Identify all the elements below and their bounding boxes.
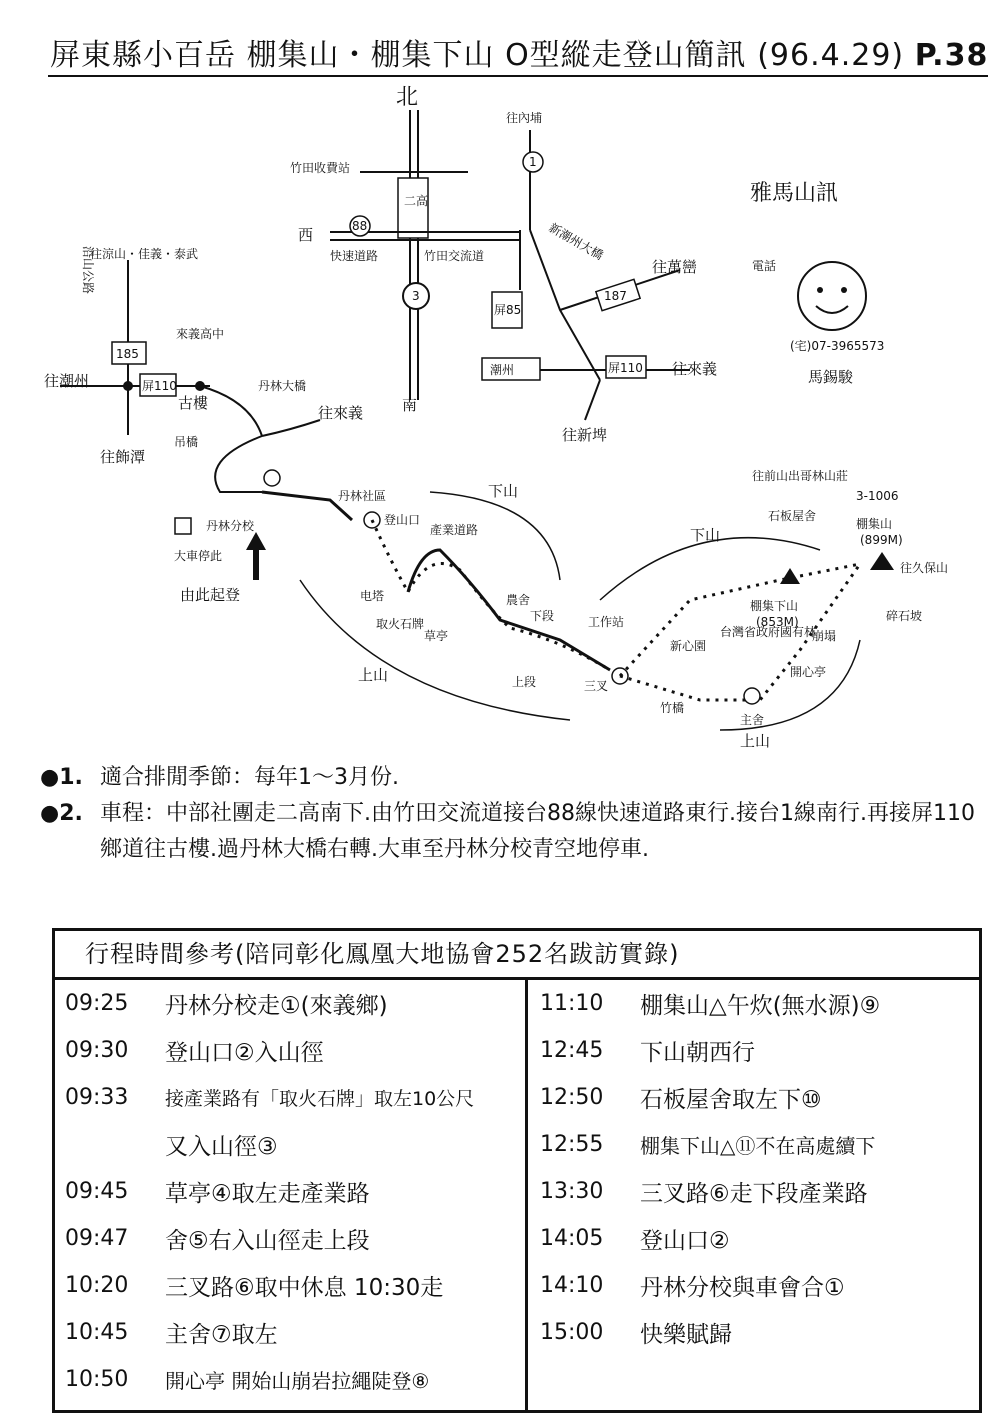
rocks-label: 碎石坡: [886, 609, 923, 623]
stamp-label: 電話: [752, 259, 777, 273]
row-time: 12:50: [540, 1085, 604, 1110]
laiyi-high-label: 來義高中: [176, 327, 225, 341]
page-title: [50, 30, 988, 74]
schedule-row: [65, 1168, 520, 1215]
row-time: 09:33: [65, 1085, 129, 1110]
lower-mountain-b-label: 下山: [690, 526, 721, 544]
interchange-label: 竹田交流道: [424, 249, 485, 263]
schedule-row: [65, 1215, 520, 1262]
stamp: [798, 262, 866, 330]
stone-house-label: 石板屋舍: [768, 509, 817, 523]
note-season: [40, 760, 990, 796]
route-185-label: 185: [116, 347, 139, 361]
sign-label: 取火石牌: [376, 617, 425, 631]
schedule-row: [65, 1074, 520, 1121]
parking-label: 大車停此: [174, 549, 223, 563]
junction-label: 三叉: [584, 679, 609, 693]
note-text: 車程：中部社團走二高南下.由竹田交流道接台88線快速道路東行.接台1線南行.再接屏110鄉道往古樓.過丹林大橋右轉.大車至丹林分校青空地停車.: [100, 801, 975, 862]
stamp-title: 雅馬山訊: [750, 181, 839, 206]
pengji-peak-label: 棚集山: [856, 517, 893, 531]
row-time: 14:05: [540, 1226, 604, 1251]
to-qianshan-label: 往前山出哥林山莊: [752, 469, 849, 483]
survey-label: 台灣省政府國有林: [720, 625, 817, 639]
alt-tag: 3-1006: [856, 489, 899, 503]
lower-section-label: 下段: [530, 609, 555, 623]
to-chaozhou-label: 往潮州: [44, 372, 90, 390]
highway-3-label: 3: [412, 289, 420, 303]
note-bullet: ●1.: [40, 765, 83, 790]
schedule-row: [540, 1027, 980, 1074]
row-desc: 棚集下山△⑪不在高處續下: [640, 1134, 876, 1158]
pengji-lower-alt: (853M): [756, 615, 799, 629]
title-underline: [48, 75, 988, 77]
row-desc: 主舍⑦取左: [165, 1322, 278, 1348]
toll-station-label: 竹田收費站: [290, 161, 351, 175]
row-desc: 棚集山△午炊(無水源)⑨: [640, 993, 881, 1019]
pengji-alt-label: (899M): [860, 533, 903, 547]
row-desc: 舍⑤右入山徑走上段: [165, 1228, 370, 1254]
title-text: 屏東縣小百岳 棚集山・棚集下山 O型縱走登山簡訊 (96.4.29): [50, 38, 905, 73]
trailhead-label: 登山口: [384, 513, 421, 527]
south-label: 南: [402, 396, 418, 414]
schedule-title: 行程時間參考(陪同彰化鳳凰大地協會252名跋訪實錄): [55, 931, 979, 980]
schedule-row: [540, 1074, 980, 1121]
danlin-school-label: 丹林分校: [206, 519, 255, 533]
row-time: 12:55: [540, 1132, 604, 1157]
west-label: 西: [298, 226, 314, 244]
tower-label: 电塔: [360, 589, 385, 603]
row-desc: 登山口②入山徑: [165, 1040, 324, 1066]
schedule-row: [65, 1027, 520, 1074]
page-number: P.38: [914, 38, 989, 73]
xinxinyuan-label: 新心園: [670, 639, 707, 653]
row-desc: 石板屋舍取左下⑩: [640, 1087, 822, 1113]
schedule-row: [540, 980, 980, 1027]
row-time: 09:30: [65, 1038, 129, 1063]
row-desc: 接產業路有「取火石牌」取左10公尺: [165, 1088, 475, 1110]
expressway-label: 快速道路: [330, 249, 379, 263]
schedule-divider: [525, 980, 528, 1410]
schedule-row: [540, 1121, 980, 1168]
row-desc: 丹林分校走①(來義鄉): [165, 993, 388, 1019]
route-ping110-a-label: 屏110: [608, 361, 643, 375]
note-driving: [40, 796, 990, 868]
north-label: 北: [396, 85, 419, 110]
to-wandan-label: 往萬巒: [652, 258, 698, 276]
schedule-row: [65, 1121, 520, 1168]
danlin-community-label: 丹林社區: [338, 489, 387, 503]
stamp-name: 馬錫駿: [808, 368, 854, 386]
bamboo-bridge-label: 竹橋: [660, 701, 685, 715]
row-time: 10:20: [65, 1273, 129, 1298]
start-here-label: 由此起登: [180, 586, 241, 604]
stamp-phone: (宅)07-3965573: [790, 339, 885, 353]
main-farm-label: 主舍: [740, 713, 765, 727]
row-desc: 三叉路⑥取中休息 10:30走: [165, 1275, 444, 1301]
row-time: 09:47: [65, 1226, 129, 1251]
to-liangshan-label: 往涼山・佳義・泰武: [90, 247, 199, 261]
danlin-bridge-label: 丹林大橋: [258, 379, 307, 393]
to-xinpi-label: 往新埤: [562, 426, 608, 444]
pavilion-label: 草亭: [424, 629, 449, 643]
route-88-label: 88: [352, 219, 368, 233]
row-time: 14:10: [540, 1273, 604, 1298]
route-map: [0, 80, 1000, 760]
schedule-row: [540, 1168, 980, 1215]
row-time: 10:45: [65, 1320, 129, 1345]
chaozhou-label: 潮州: [490, 363, 515, 377]
schedule-row: [540, 1262, 980, 1309]
row-time: 09:45: [65, 1179, 129, 1204]
schedule-row: [65, 1356, 520, 1403]
lower-mountain-a-label: 下山: [488, 482, 519, 500]
bridge-label: 新潮州大橋: [546, 220, 606, 263]
route-ping85-label: 屏85: [494, 303, 522, 317]
row-time: 10:50: [65, 1367, 129, 1392]
suspension-bridge-label: 吊橋: [174, 435, 199, 449]
row-desc: 丹林分校與車會合①: [640, 1275, 845, 1301]
row-time: 12:45: [540, 1038, 604, 1063]
route-ping110-b-label: 屏110: [142, 379, 177, 393]
to-fangliao-label: 往飾潭: [100, 448, 146, 466]
pengji-lower-label: 棚集下山: [750, 599, 799, 613]
note-text: 適合排閒季節：每年1～3月份.: [100, 765, 399, 790]
work-station-label: 工作站: [588, 615, 625, 629]
schedule-row: [540, 1309, 980, 1356]
row-desc: 下山朝西行: [640, 1040, 755, 1066]
schedule-row: [65, 1309, 520, 1356]
row-time: 13:30: [540, 1179, 604, 1204]
schedule-table: [52, 928, 982, 1413]
farm-road-label: 產業道路: [430, 523, 479, 537]
collapse-label: 崩塌: [812, 629, 837, 643]
upper-mountain-b-label: 上山: [740, 732, 771, 750]
schedule-row: [65, 1262, 520, 1309]
row-desc: 又入山徑③: [165, 1134, 278, 1160]
hut-label: 農舍: [506, 593, 531, 607]
gulou-label: 古樓: [178, 394, 209, 412]
yanshan-label: 沿山公路: [81, 246, 95, 295]
schedule-left-column: [65, 980, 520, 1403]
row-desc: 草亭④取左走產業路: [165, 1181, 370, 1207]
route-187-label: 187: [604, 289, 627, 303]
to-laiyi-b-label: 往來義: [318, 404, 364, 422]
schedule-row: [540, 1215, 980, 1262]
circle-1-label: 1: [529, 155, 537, 169]
row-time: 09:25: [65, 991, 129, 1016]
row-time: 11:10: [540, 991, 604, 1016]
notes: [40, 760, 990, 868]
schedule-right-column: [540, 980, 980, 1356]
row-desc: 登山口②: [640, 1228, 730, 1254]
upper-section-label: 上段: [512, 675, 537, 689]
to-jiuyue-label: 往久保山: [900, 561, 949, 575]
row-time: 15:00: [540, 1320, 604, 1345]
note-bullet: ●2.: [40, 801, 83, 826]
schedule-row: [65, 980, 520, 1027]
to-neipu-label: 往內埔: [506, 111, 543, 125]
row-desc: 快樂賦歸: [640, 1322, 732, 1348]
to-laiyi-a-label: 往來義: [672, 360, 718, 378]
row-desc: 三叉路⑥走下段產業路: [640, 1181, 868, 1207]
kaixin-pavilion-label: 開心亭: [790, 665, 827, 679]
upper-mountain-a-label: 上山: [358, 666, 389, 684]
highway-2-label: 二高: [404, 194, 429, 208]
row-desc: 開心亭 開始山崩岩拉繩陡登⑧: [165, 1369, 430, 1393]
